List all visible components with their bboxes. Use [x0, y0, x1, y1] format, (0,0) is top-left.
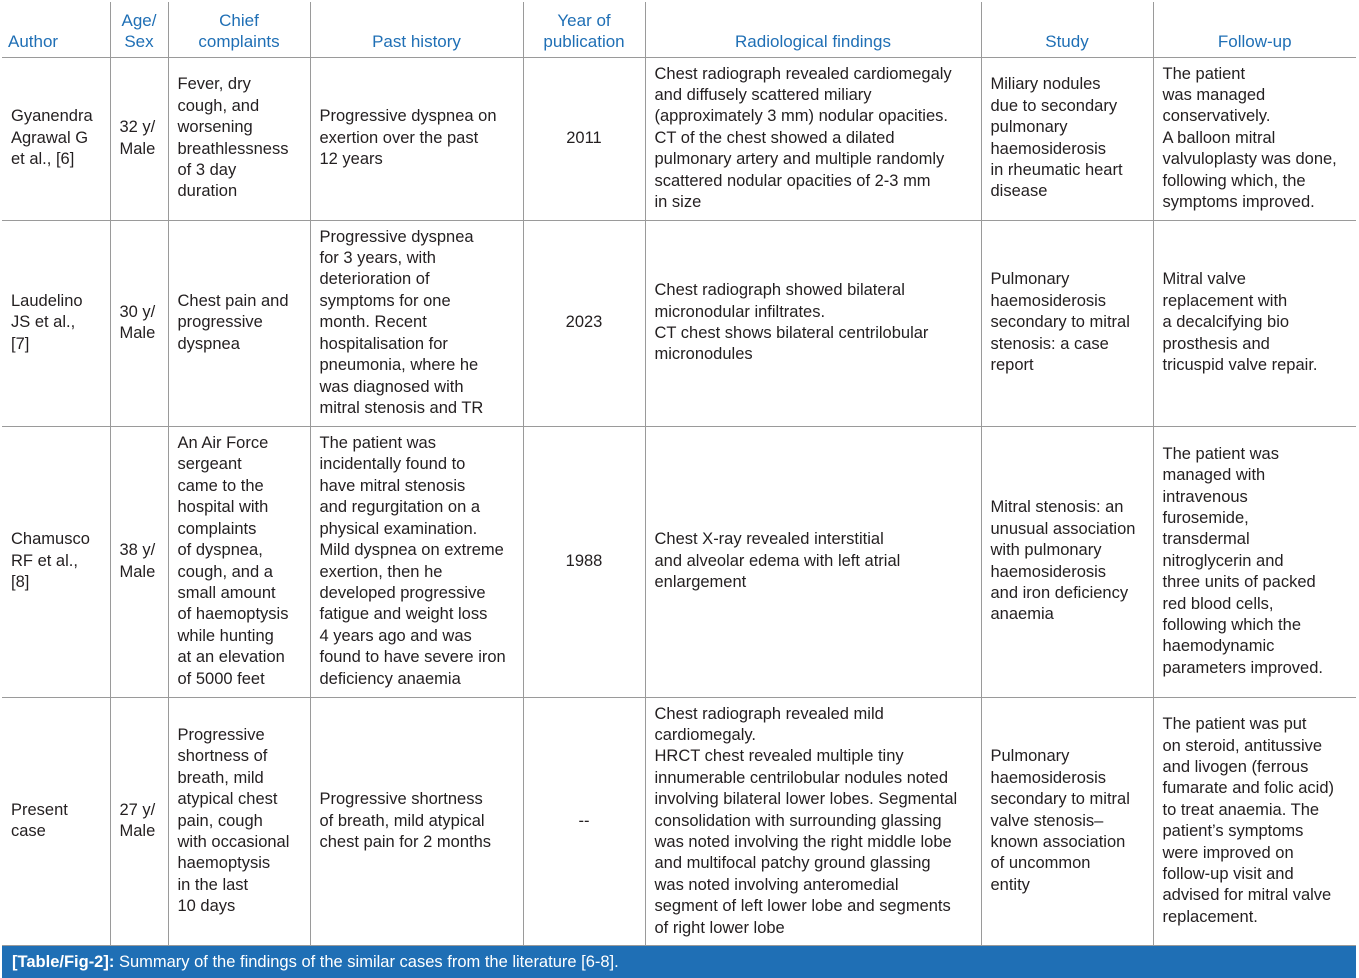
cell-radiological-findings: Chest X-ray revealed interstitial and alveolar edema with left atrial enlargement: [645, 426, 981, 697]
header-year: Year of publication: [523, 2, 645, 57]
header-chief-complaints: Chief complaints: [168, 2, 310, 57]
cell-study: Mitral stenosis: an unusual association with pulmonary haemosiderosis and iron deficiency anaemia: [981, 426, 1153, 697]
caption-label: [Table/Fig-2]:: [12, 952, 115, 971]
cell-age-sex: 32 y/ Male: [110, 57, 168, 220]
header-past-history: Past history: [310, 2, 523, 57]
cell-past-history: The patient was incidentally found to have mitral stenosis and regurgitation on a physical examination. Mild dyspnea on extreme exertion, then he developed progressive fatigue and weight loss 4 years ago and was found to have severe iron deficiency anaemia: [310, 426, 523, 697]
header-radiological-findings: Radiological findings: [645, 2, 981, 57]
cell-follow-up: Mitral valve replacement with a decalcifying bio prosthesis and tricuspid valve repair.: [1153, 220, 1356, 426]
header-study: Study: [981, 2, 1153, 57]
cell-year: 1988: [523, 426, 645, 697]
cell-radiological-findings: Chest radiograph revealed mild cardiomegaly. HRCT chest revealed multiple tiny innumerable centrilobular nodules noted involving bilateral lower lobes. Segmental consolidation with surrounding glassing was noted involving the right middle lobe and multifocal patchy ground glassing was noted involving anteromedial segment of left lower lobe and segments of right lower lobe: [645, 697, 981, 945]
table-row: [2, 426, 1356, 697]
cell-age-sex: 38 y/ Male: [110, 426, 168, 697]
header-follow-up: Follow-up: [1153, 2, 1356, 57]
literature-table-figure: [2, 2, 1356, 978]
cell-chief-complaints: Fever, dry cough, and worsening breathlessness of 3 day duration: [168, 57, 310, 220]
cell-age-sex: 30 y/ Male: [110, 220, 168, 426]
table-row: [2, 57, 1356, 220]
cell-author: Chamusco RF et al., [8]: [2, 426, 110, 697]
cell-author: Present case: [2, 697, 110, 945]
cell-year: 2023: [523, 220, 645, 426]
cell-past-history: Progressive dyspnea on exertion over the past 12 years: [310, 57, 523, 220]
cell-age-sex: 27 y/ Male: [110, 697, 168, 945]
cell-radiological-findings: Chest radiograph showed bilateral micronodular infiltrates. CT chest shows bilateral centrilobular micronodules: [645, 220, 981, 426]
cell-chief-complaints: Chest pain and progressive dyspnea: [168, 220, 310, 426]
cell-author: Laudelino JS et al., [7]: [2, 220, 110, 426]
table-header-row: [2, 2, 1356, 57]
cell-follow-up: The patient was managed conservatively. A balloon mitral valvuloplasty was done, following which, the symptoms improved.: [1153, 57, 1356, 220]
findings-table: [2, 2, 1356, 946]
cell-year: 2011: [523, 57, 645, 220]
table-row: [2, 697, 1356, 945]
cell-past-history: Progressive dyspnea for 3 years, with deterioration of symptoms for one month. Recent hospitalisation for pneumonia, where he was diagnosed with mitral stenosis and TR: [310, 220, 523, 426]
caption-text: Summary of the findings of the similar cases from the literature [6-8].: [114, 952, 619, 971]
cell-author: Gyanendra Agrawal G et al., [6]: [2, 57, 110, 220]
cell-study: Pulmonary haemosiderosis secondary to mitral stenosis: a case report: [981, 220, 1153, 426]
table-row: [2, 220, 1356, 426]
cell-follow-up: The patient was managed with intravenous furosemide, transdermal nitroglycerin and three units of packed red blood cells, following which the haemodynamic parameters improved.: [1153, 426, 1356, 697]
cell-follow-up: The patient was put on steroid, antitussive and livogen (ferrous fumarate and folic acid) to treat anaemia. The patient’s symptoms were improved on follow-up visit and advised for mitral valve replacement.: [1153, 697, 1356, 945]
cell-study: Miliary nodules due to secondary pulmonary haemosiderosis in rheumatic heart disease: [981, 57, 1153, 220]
cell-past-history: Progressive shortness of breath, mild atypical chest pain for 2 months: [310, 697, 523, 945]
cell-chief-complaints: Progressive shortness of breath, mild atypical chest pain, cough with occasional haemoptysis in the last 10 days: [168, 697, 310, 945]
cell-study: Pulmonary haemosiderosis secondary to mitral valve stenosis– known association of uncommon entity: [981, 697, 1153, 945]
cell-radiological-findings: Chest radiograph revealed cardiomegaly and diffusely scattered miliary (approximately 3 mm) nodular opacities. CT of the chest showed a dilated pulmonary artery and multiple randomly scattered nodular opacities of 2-3 mm in size: [645, 57, 981, 220]
figure-caption: [2, 946, 1356, 978]
header-age-sex: Age/ Sex: [110, 2, 168, 57]
header-author: Author: [2, 2, 110, 57]
cell-year: --: [523, 697, 645, 945]
cell-chief-complaints: An Air Force sergeant came to the hospital with complaints of dyspnea, cough, and a small amount of haemoptysis while hunting at an elevation of 5000 feet: [168, 426, 310, 697]
